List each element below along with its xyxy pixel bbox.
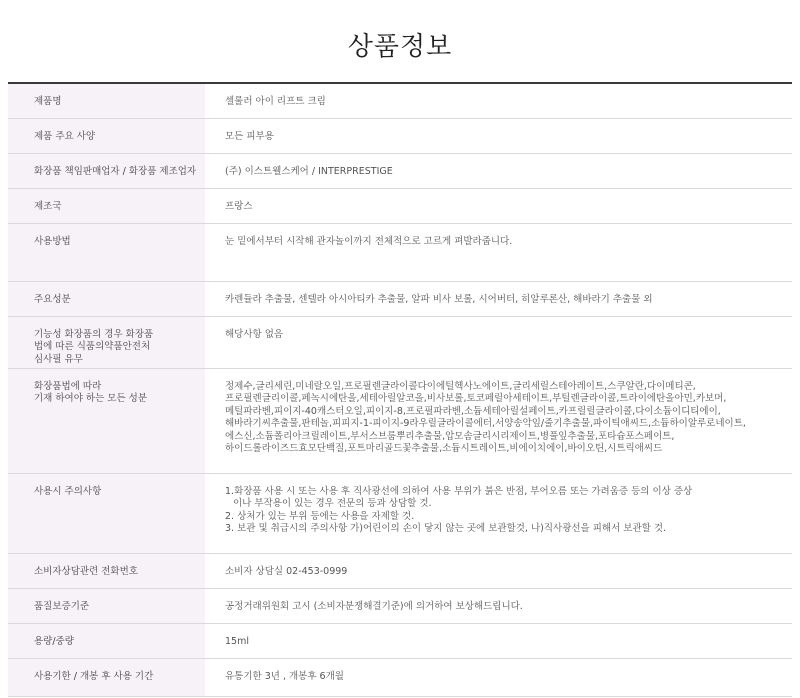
table-row-all-ingredients [8, 368, 792, 473]
row-label [8, 368, 205, 473]
table-row-functional-review [8, 316, 792, 368]
table-row-product-name [8, 83, 792, 118]
caution-line: 2. 상처가 있는 부위 등에는 사용을 자제할 것. [225, 510, 415, 522]
ingredient-line: 프로필렌글리이콜,페녹시에탄올,세테아릴알코올,비사보롤,토코페릴아세테이트,부틸렌글라이콜,트라이에탄올아민,카보머, [225, 393, 727, 404]
table-row-quality-guarantee [8, 588, 792, 623]
row-value: 모든 피부용 [205, 118, 792, 153]
row-value [205, 368, 792, 473]
table-row-volume [8, 623, 792, 658]
row-value: 해당사항 없음 [205, 316, 792, 368]
caution-line: 3. 보관 및 취급시의 주의사항 가)어린이의 손이 닿지 않는 곳에 보관할것, 나)직사광선을 피해서 보관할 것. [225, 523, 667, 534]
row-label: 제품 주요 사양 [8, 118, 205, 153]
label-line: 화장품법에 따라 [34, 380, 102, 392]
table-row-main-spec [8, 118, 792, 153]
ingredient-line: 하이드롤라이즈드효모단백질,포트마리골드꽃추출물,소듐시트레이트,비에이치에이,바이오틴,시트릭애씨드 [225, 443, 663, 454]
row-label: 사용시 주의사항 [8, 473, 205, 553]
table-row-cautions [8, 473, 792, 553]
row-value: 프랑스 [205, 188, 792, 223]
row-value: 유통기한 3년 , 개봉후 6개월 [205, 658, 792, 696]
row-value: 공정거래위원회 고시 (소비자분쟁해결기준)에 의거하여 보상해드립니다. [205, 588, 792, 623]
caution-line: 이나 부작용이 있는 경우 전문의 등과 상담할 것. [233, 498, 432, 509]
row-label: 품질보증기준 [8, 588, 205, 623]
row-value: 눈 밑에서부터 시작해 관자놀이까지 전체적으로 고르게 펴발라줍니다. [205, 223, 792, 281]
row-label: 제조국 [8, 188, 205, 223]
ingredient-line: 메틸파라벤,피이지-40캐스터오일,피이지-8,프로필파라벤,소듐세테아릴설페이트,카프릴릴글라이콜,다이소듐이디티에이, [225, 405, 721, 417]
ingredient-line: 에스신,소듐폴리아크릴레이트,부서스브룸뿌리추출물,압모솜글리시리제이트,병풀잎추출물,포타슘포스페이트, [225, 430, 675, 442]
row-value [205, 473, 792, 553]
row-value: 셀룰러 아이 리프트 크림 [205, 83, 792, 118]
table-row-country [8, 188, 792, 223]
page-title: 상품정보 [347, 32, 453, 62]
product-info-table [8, 82, 792, 697]
row-label: 화장품 책임판매업자 / 화장품 제조업자 [8, 153, 205, 188]
row-label: 사용기한 / 개봉 후 사용 기간 [8, 658, 205, 696]
table-row-usage [8, 223, 792, 281]
row-value: 15ml [205, 623, 792, 658]
row-label [8, 316, 205, 368]
label-line: 심사필 유무 [34, 353, 83, 365]
ingredient-line: 정제수,글리세린,미네랄오일,프로필렌글라이콜다이에틸헥사노에이트,글리세릴스테아레이트,스쿠알란,다이메티콘, [225, 380, 696, 392]
row-label: 제품명 [8, 83, 205, 118]
row-label: 사용방법 [8, 223, 205, 281]
label-line: 기재 하여야 하는 모든 성분 [34, 393, 148, 404]
caution-line: 1.화장품 사용 시 또는 사용 후 직사광선에 의하여 사용 부위가 붉은 반점, 부어오름 또는 가려움증 등의 이상 증상 [225, 485, 693, 497]
table-row-expiry [8, 658, 792, 696]
label-line: 기능성 화장품의 경우 화장품 [34, 328, 154, 340]
row-value: (주) 이스트웰스케어 / INTERPRESTIGE [205, 153, 792, 188]
row-label: 용량/중량 [8, 623, 205, 658]
row-value: 소비자 상담실 02-453-0999 [205, 553, 792, 588]
row-label: 주요성분 [8, 281, 205, 316]
table-row-manufacturer [8, 153, 792, 188]
label-line: 법에 따른 식품의약품안전처 [34, 341, 151, 352]
table-row-contact-phone [8, 553, 792, 588]
row-label: 소비자상담관련 전화번호 [8, 553, 205, 588]
row-value: 카렌듈라 추출물, 센텔라 아시아티카 추출물, 알파 비사 보롤, 시어버터, 히알루론산, 해바라기 추출물 외 [205, 281, 792, 316]
table-row-main-ingredients [8, 281, 792, 316]
ingredient-line: 해바라기씨추출물,판테놀,피피지-1-피이지-9라우릴글라이콜에터,서양송악잎/줄기추출물,파이틱애씨드,소듐하이알루로네이트, [225, 418, 746, 429]
